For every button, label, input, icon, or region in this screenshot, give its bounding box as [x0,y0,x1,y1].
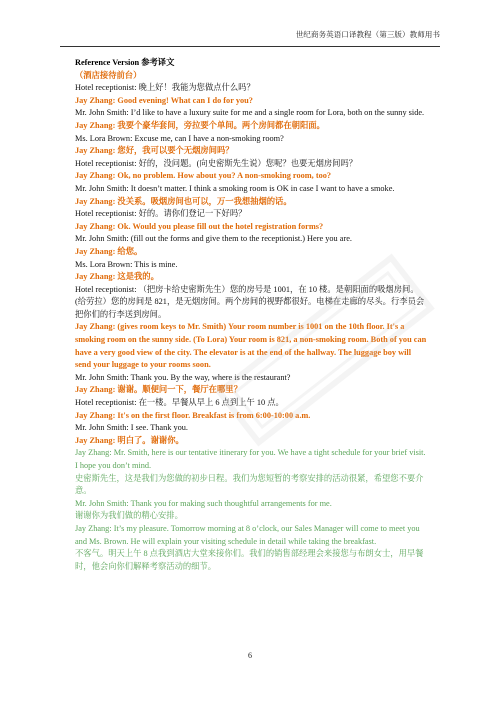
dialogue-line: 不客气。明天上午 8 点我到酒店大堂来接你们。我们的销售部经理会来接您与布朗女士，用早餐时，他会向你们解释考察活动的细节。 [75,549,424,571]
dialogue-line: Mr. John Smith: (fill out the forms and give them to the receptionist.) Here you are. [75,234,352,244]
dialogue-line: Jay Zhang: Good evening! What can I do for you? [75,95,253,105]
dialogue-line: Mr. John Smith: It doesn’t matter. I think a smoking room is OK in case I want to have a smoke. [75,183,395,193]
header-title: 世纪商务英语口译教程（第三版）教师用书 [295,30,440,39]
dialogue-line: Jay Zhang: Ok. Would you please fill out the hotel registration forms? [75,221,324,231]
dialogue-line: Jay Zhang: Mr. Smith, here is our tentative itinerary for you. We have a tight schedule for your brief visit. I hope you don’t mind. [75,448,426,470]
dialogue-line: Mr. John Smith: Thank you. By the way, where is the restaurant? [75,372,291,382]
dialogue-line: Mr. John Smith: I’d like to have a luxury suite for me and a single room for Lora, both on the sunny side. [75,108,425,118]
dialogue-line: Hotel receptionist: （把房卡给史密斯先生）您的房号是 1001，在 10 楼。是朝阳面的吸烟房间。(给劳拉）您的房间是 821，是无烟房间。两个房间的视野都很好。电梯在走廊的尽头。行李员会把你们的行李送到房间。 [75,284,425,319]
dialogue-line: Jay Zhang: (gives room keys to Mr. Smith) Your room number is 1001 on the 10th floor. It's a smoking room on the sunny side. (To Lora) Your room is 821, a non-smoking room. Both of you can have a very good view of the city. The elevator is at the end of the hallway. The luggage boy will send your luggage to your rooms soon. [75,322,427,370]
page-content [75,57,427,573]
dialogue-line: Hotel receptionist: 好的，没问题。(向史密斯先生说）您呢？也要无烟房间吗？ [75,158,358,168]
dialogue-line: Jay Zhang: Ok, no problem. How about you? A non-smoking room, too? [75,171,332,181]
dialogue-line: Jay Zhang: 我要个豪华套间，旁拉要个单间。两个房间都在朝阳面。 [75,120,325,130]
page-header [60,18,440,47]
dialogue-line: Jay Zhang: 这是我的。 [75,272,159,282]
dialogue-line: Mr. John Smith: Thank you for making such thoughtful arrangements for me. [75,498,332,508]
dialogue-line: 史密斯先生，这是我们为您做的初步日程。我们为您短暂的考察安排的活动很紧，希望您不要介意。 [75,473,424,496]
dialogue-line: Jay Zhang: 明白了。谢谢你。 [75,435,184,445]
location-label: （酒店接待前台） [75,70,142,80]
dialogue-line: Hotel receptionist: 好的。请你们登记一下好吗？ [75,209,247,219]
section-title: Reference Version 参考译文 [75,58,175,67]
dialogue-line: Jay Zhang: 您好，我可以要个无烟房间吗？ [75,146,234,156]
dialogue-line: Hotel receptionist: 晚上好！我能为您做点什么吗？ [75,83,255,93]
dialogue-line: Jay Zhang: 没关系。吸烟房间也可以，万一我想抽烟的话。 [75,196,292,206]
dialogue-lines [75,82,427,573]
dialogue-line: Jay Zhang: 给您。 [75,246,143,256]
page-number: 6 [248,651,252,660]
dialogue-line: 谢谢你为我们做的精心安排。 [75,511,183,521]
dialogue-line: Ms. Lora Brown: Excuse me, can I have a non-smoking room? [75,133,284,143]
dialogue-line: Jay Zhang: It's on the first floor. Breakfast is from 6:00-10:00 a.m. [75,410,311,420]
dialogue-line: Hotel receptionist: 在一楼。早餐从早上 6 点到上午 10 点。 [75,398,284,408]
dialogue-line: Ms. Lora Brown: This is mine. [75,259,178,269]
dialogue-line: Jay Zhang: It’s my pleasure. Tomorrow morning at 8 o’clock, our Sales Manager will come to meet you and Ms. Brown. He will explain your visiting schedule in detail while taking the breakfast. [75,523,420,546]
dialogue-line: Mr. John Smith: I see. Thank you. [75,423,189,433]
dialogue-line: Jay Zhang: 谢谢。顺便问一下，餐厅在哪里？ [75,385,242,395]
